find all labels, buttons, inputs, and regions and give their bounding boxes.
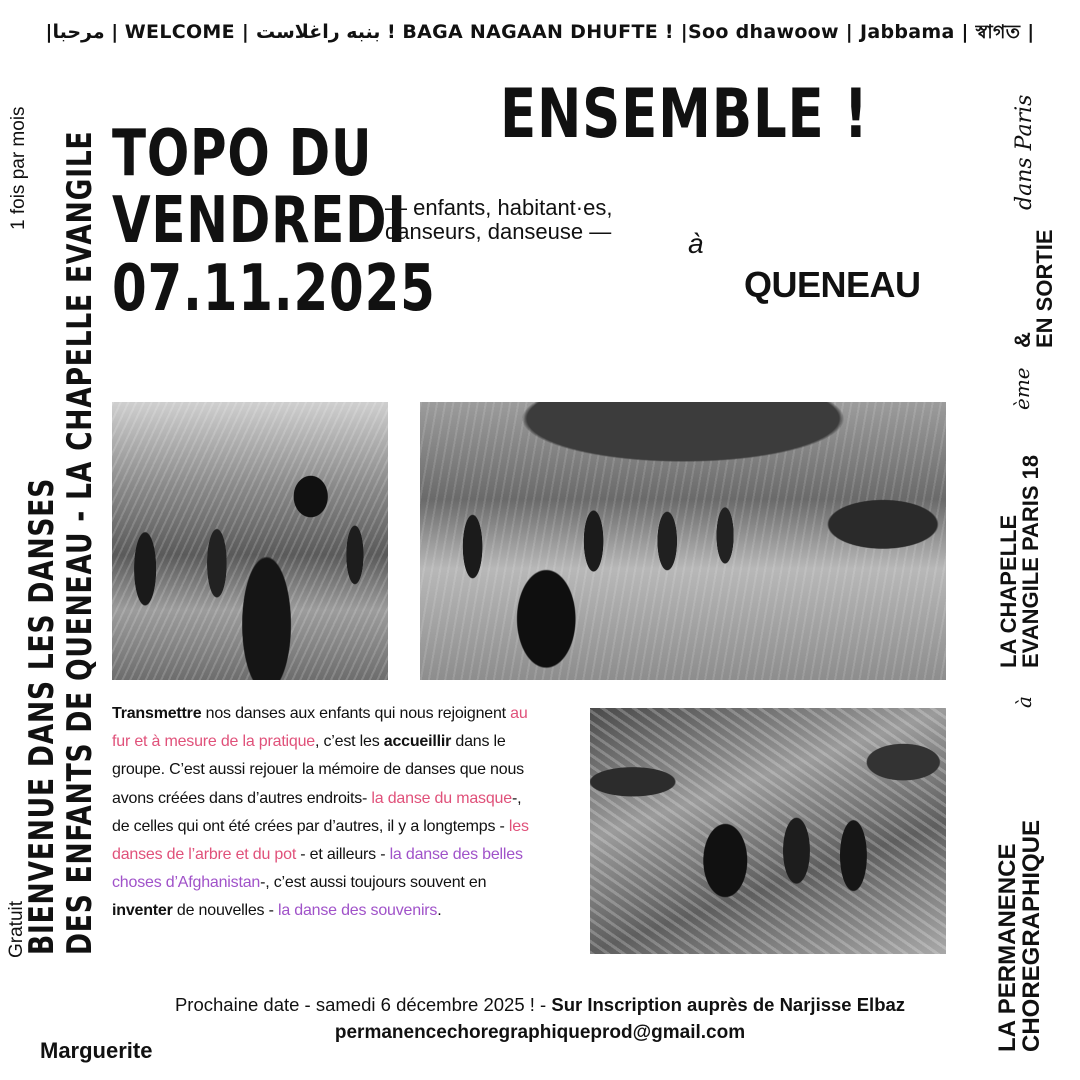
permanence-line-2: CHOREGRAPHIQUE — [1018, 819, 1045, 1052]
highlight-arbre-pot: les danses de l’arbre et du pot — [112, 817, 529, 864]
body-text-1: nos danses aux enfants qui nous rejoignent — [201, 705, 511, 722]
place-name: QUENEAU — [744, 264, 921, 305]
photo-children-path — [590, 708, 946, 954]
next-date-line — [0, 994, 1080, 1016]
vertical-heading-1-text: BIENVENUE DANS LES DANSES — [22, 477, 62, 955]
a-label-right: à — [1012, 696, 1036, 708]
price-label: Gratuit — [6, 900, 27, 958]
vertical-heading-2-text: DES ENFANTS DE QUENEAU - LA CHAPELLE EVANGILE — [60, 130, 100, 955]
chapelle-line-1: LA CHAPELLE — [996, 514, 1021, 668]
photo-children-courtyard — [420, 402, 946, 680]
permanence-line-1: LA PERMANENCE — [994, 843, 1021, 1052]
body-text-3: dans le groupe. C’est aussi rejouer la mémoire de danses que nous avons créées dans d’autres endroits- — [112, 733, 524, 807]
title-line-2: VENDREDI — [112, 184, 407, 259]
inscription-text: Sur Inscription auprès de Narjisse Elbaz — [551, 994, 906, 1015]
en-sortie-label — [1012, 229, 1056, 348]
highlight-pratique: au fur et à mesure de la pratique — [112, 705, 528, 751]
subtitle-line-2: danseurs, danseuse — — [385, 219, 612, 245]
signature: Marguerite — [40, 1038, 153, 1063]
body-text-8: . — [437, 902, 442, 920]
eme-label: ème — [1010, 367, 1034, 410]
permanence-label — [996, 820, 1044, 1052]
next-date-text: Prochaine date - samedi 6 décembre 2025 ! - — [174, 994, 552, 1015]
ampersand: & — [1010, 332, 1035, 348]
participants-subtitle — [385, 196, 612, 244]
contact-email[interactable]: permanencechoregraphiqueprod@gmail.com — [334, 1022, 746, 1043]
chapelle-line-2: EVANGILE PARIS 18 — [1018, 454, 1043, 668]
title-line-1: TOPO DU — [112, 117, 373, 191]
photo-children-arms-raised — [112, 402, 388, 680]
body-text-7: de nouvelles - — [172, 902, 278, 920]
body-text-5: - et ailleurs - — [296, 846, 390, 864]
vertical-heading-2 — [60, 0, 100, 955]
en-sortie-text: EN SORTIE — [1032, 229, 1057, 348]
headline-ensemble: ENSEMBLE ! — [500, 75, 869, 154]
welcome-banner: |مرحبا | WELCOME | بنبه راغلاست ! BAGA NAGAAN DHUFTE ! |Soo dhawoow | Jabbama | স্বাগত | — [45, 21, 1035, 43]
highlight-afghanistan: la danse des belles choses d’Afghanistan — [112, 846, 523, 892]
a-preposition: à — [688, 228, 704, 259]
body-text-4: -, de celles qui ont été crées par d’autres, il y a longtemps - — [112, 789, 522, 835]
subtitle-line-1: — enfants, habitant·es, — [385, 195, 613, 220]
event-date: 07.11.2025 — [112, 251, 436, 326]
body-text-2: , c’est les — [315, 733, 384, 751]
body-text-6: -, c’est aussi toujours souvent en — [260, 874, 487, 892]
description-paragraph — [112, 700, 542, 926]
keyword-transmettre: Transmettre — [112, 705, 202, 722]
frequency-label: 1 fois par mois — [8, 106, 29, 230]
highlight-souvenirs: la danse des souvenirs — [277, 902, 438, 920]
keyword-accueillir: accueillir — [383, 733, 452, 751]
chapelle-label — [998, 455, 1042, 668]
vertical-heading-1 — [22, 343, 62, 955]
keyword-inventer: inventer — [112, 902, 173, 920]
dans-paris-label: dans Paris — [1012, 94, 1037, 210]
highlight-masque: la danse du masque — [371, 789, 512, 807]
